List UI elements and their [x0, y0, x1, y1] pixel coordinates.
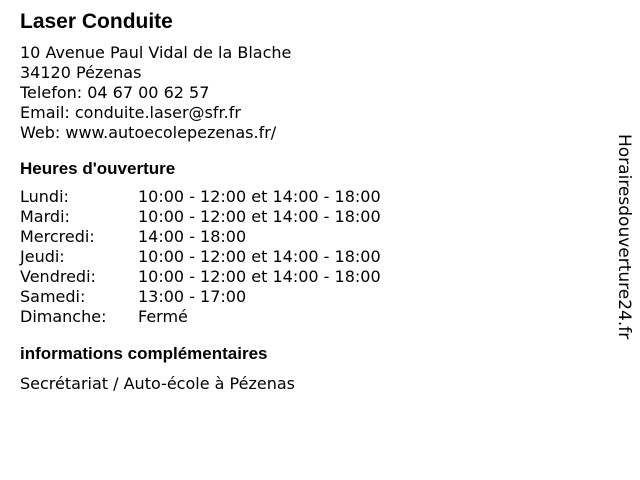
contact-block	[20, 43, 600, 143]
day-label: Vendredi:	[20, 267, 96, 286]
day-label: Lundi:	[20, 187, 69, 206]
address-street: 10 Avenue Paul Vidal de la Blache	[20, 43, 292, 62]
day-hours: 10:00 - 12:00 et 14:00 - 18:00	[138, 187, 381, 206]
day-label: Jeudi:	[20, 247, 65, 266]
email-line: Email: conduite.laser@sfr.fr	[20, 103, 241, 122]
day-hours: 10:00 - 12:00 et 14:00 - 18:00	[138, 267, 381, 286]
hours-row	[20, 227, 600, 247]
hours-heading: Heures d'ouverture	[20, 159, 176, 178]
address-city: 34120 Pézenas	[20, 63, 142, 82]
business-name: Laser Conduite	[20, 10, 173, 33]
hours-table	[20, 187, 600, 327]
day-label: Mardi:	[20, 207, 70, 226]
phone-line: Telefon: 04 67 00 62 57	[20, 83, 210, 102]
day-label: Dimanche:	[20, 307, 107, 326]
hours-row	[20, 247, 600, 267]
hours-row	[20, 207, 600, 227]
business-card	[20, 9, 600, 394]
hours-row	[20, 307, 600, 327]
day-hours: Fermé	[138, 307, 188, 326]
day-label: Mercredi:	[20, 227, 95, 246]
info-heading: informations complémentaires	[20, 344, 268, 363]
day-label: Samedi:	[20, 287, 86, 306]
hours-row	[20, 267, 600, 287]
day-hours: 10:00 - 12:00 et 14:00 - 18:00	[138, 207, 381, 226]
day-hours: 13:00 - 17:00	[138, 287, 247, 306]
watermark-text: Horairesdouverture24.fr	[614, 134, 634, 340]
web-line: Web: www.autoecolepezenas.fr/	[20, 123, 277, 142]
hours-row	[20, 187, 600, 207]
day-hours: 10:00 - 12:00 et 14:00 - 18:00	[138, 247, 381, 266]
info-text: Secrétariat / Auto-école à Pézenas	[20, 374, 295, 393]
hours-row	[20, 287, 600, 307]
day-hours: 14:00 - 18:00	[138, 227, 247, 246]
